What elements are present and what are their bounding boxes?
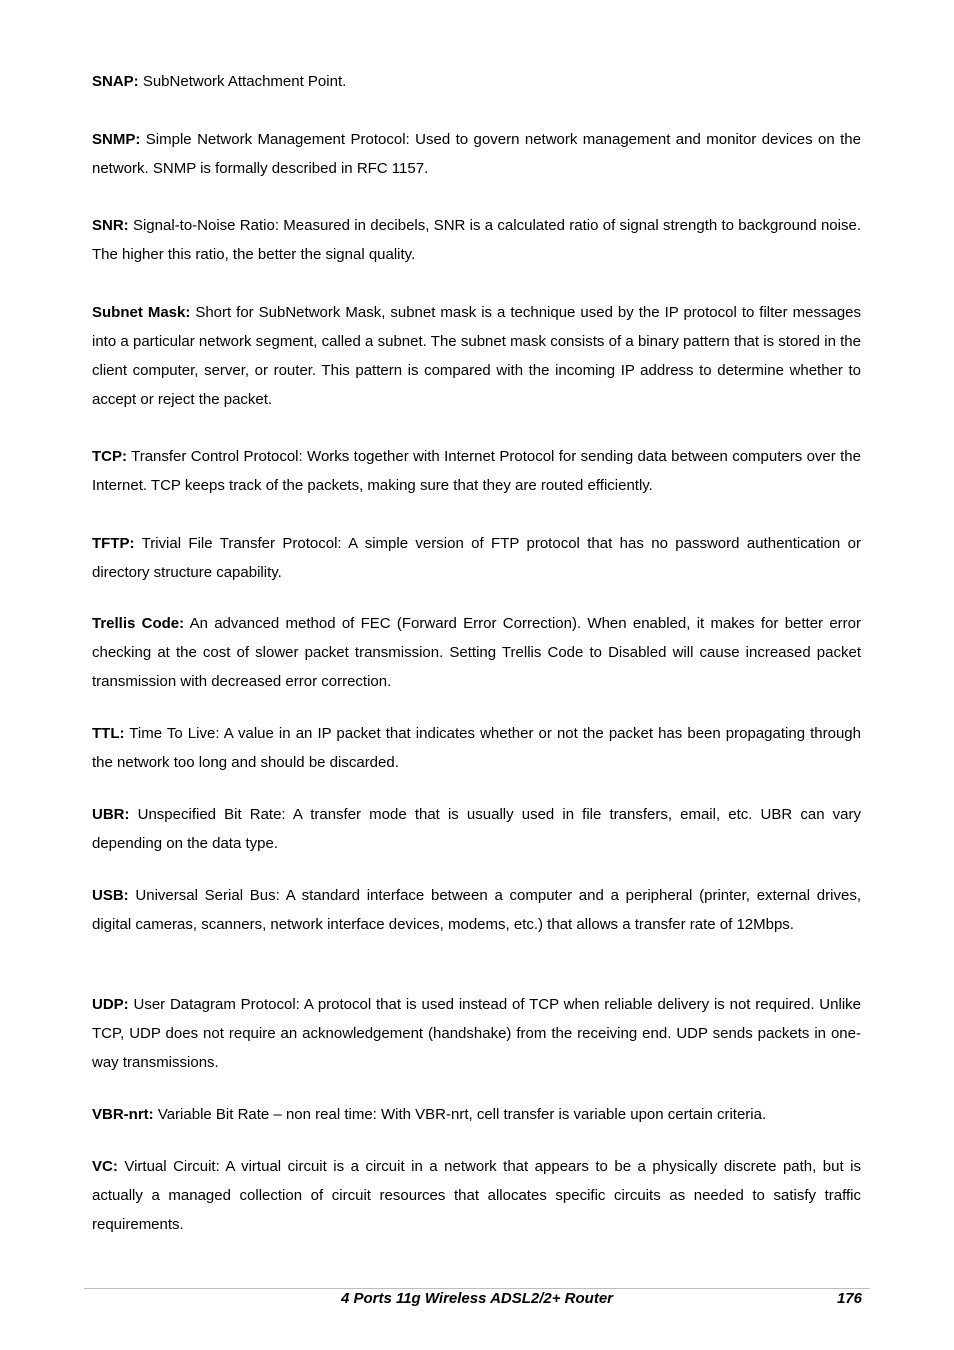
glossary-definition: An advanced method of FEC (Forward Error Correction). When enabled, it makes for better error checking at the cost of slower packet transmission. Setting Trellis Code to Disabled will cause increased packet transmission with decreased error correction. — [92, 615, 861, 690]
glossary-definition: Variable Bit Rate – non real time: With VBR-nrt, cell transfer is variable upon certain criteria. — [153, 1106, 767, 1123]
glossary-term: TFTP: — [92, 535, 135, 552]
glossary-definition: Time To Live: A value in an IP packet that indicates whether or not the packet has been propagating through the network too long and should be discarded. — [92, 725, 861, 771]
glossary-definition: Transfer Control Protocol: Works together with Internet Protocol for sending data between computers over the Internet. TCP keeps track of the packets, making sure that they are routed efficiently. — [92, 448, 861, 494]
glossary-entry-snap — [92, 67, 861, 96]
glossary-term: Trellis Code: — [92, 615, 185, 632]
glossary-entry-vbr-nrt — [92, 1100, 861, 1129]
glossary-definition: SubNetwork Attachment Point. — [138, 73, 347, 90]
glossary-entry-subnet-mask — [92, 298, 861, 414]
glossary-entry-tftp — [92, 529, 861, 587]
glossary-term: USB: — [92, 887, 129, 904]
glossary-definition: Virtual Circuit: A virtual circuit is a circuit in a network that appears to be a physically discrete path, but is actually a managed collection of circuit resources that allocates specific circuits as needed to satisfy traffic requirements. — [92, 1158, 861, 1233]
glossary-definition: Short for SubNetwork Mask, subnet mask is a technique used by the IP protocol to filter messages into a particular network segment, called a subnet. The subnet mask consists of a binary pattern that is stored in the client computer, server, or router. This pattern is compared with the incoming IP address to determine whether to accept or reject the packet. — [92, 304, 862, 408]
glossary-definition: Signal-to-Noise Ratio: Measured in decibels, SNR is a calculated ratio of signal strength to background noise. The higher this ratio, the better the signal quality. — [92, 217, 861, 263]
glossary-term: SNMP: — [92, 131, 141, 148]
glossary-term: VBR-nrt: — [92, 1106, 154, 1123]
glossary-term: TTL: — [92, 725, 125, 742]
glossary-entry-udp — [92, 990, 861, 1077]
footer-page-number: 176 — [836, 1290, 862, 1307]
glossary-definition: Unspecified Bit Rate: A transfer mode that is usually used in file transfers, email, etc. UBR can vary depending on the data type. — [92, 806, 861, 852]
glossary-entry-ubr — [92, 800, 861, 858]
glossary-definition: Trivial File Transfer Protocol: A simple version of FTP protocol that has no password authentication or directory structure capability. — [92, 535, 861, 581]
glossary-term: SNR: — [92, 217, 129, 234]
glossary-definition: User Datagram Protocol: A protocol that is used instead of TCP when reliable delivery is not required. Unlike TCP, UDP does not require an acknowledgement (handshake) from the receiving end. UDP sends packets in one-way transmissions. — [92, 996, 861, 1071]
glossary-definition: Simple Network Management Protocol: Used to govern network management and monitor devices on the network. SNMP is formally described in RFC 1157. — [92, 131, 861, 177]
glossary-term: SNAP: — [92, 73, 139, 90]
glossary-term: UDP: — [92, 996, 129, 1013]
glossary-entry-snr — [92, 211, 861, 269]
footer-product-title: 4 Ports 11g Wireless ADSL2/2+ Router — [340, 1290, 614, 1307]
glossary-term: TCP: — [92, 448, 127, 465]
glossary-entry-vc — [92, 1152, 861, 1239]
glossary-term: Subnet Mask: — [92, 304, 191, 321]
glossary-entry-snmp — [92, 125, 861, 183]
glossary-term: VC: — [92, 1158, 118, 1175]
glossary-definition: Universal Serial Bus: A standard interface between a computer and a peripheral (printer, external drives, digital cameras, scanners, network interface devices, modems, etc.) that allows a transfer rate of 12Mbps. — [92, 887, 861, 933]
glossary-entry-tcp — [92, 442, 861, 500]
glossary-entry-usb — [92, 881, 861, 939]
glossary-entry-trellis-code — [92, 609, 861, 696]
glossary-entry-ttl — [92, 719, 861, 777]
glossary-term: UBR: — [92, 806, 130, 823]
